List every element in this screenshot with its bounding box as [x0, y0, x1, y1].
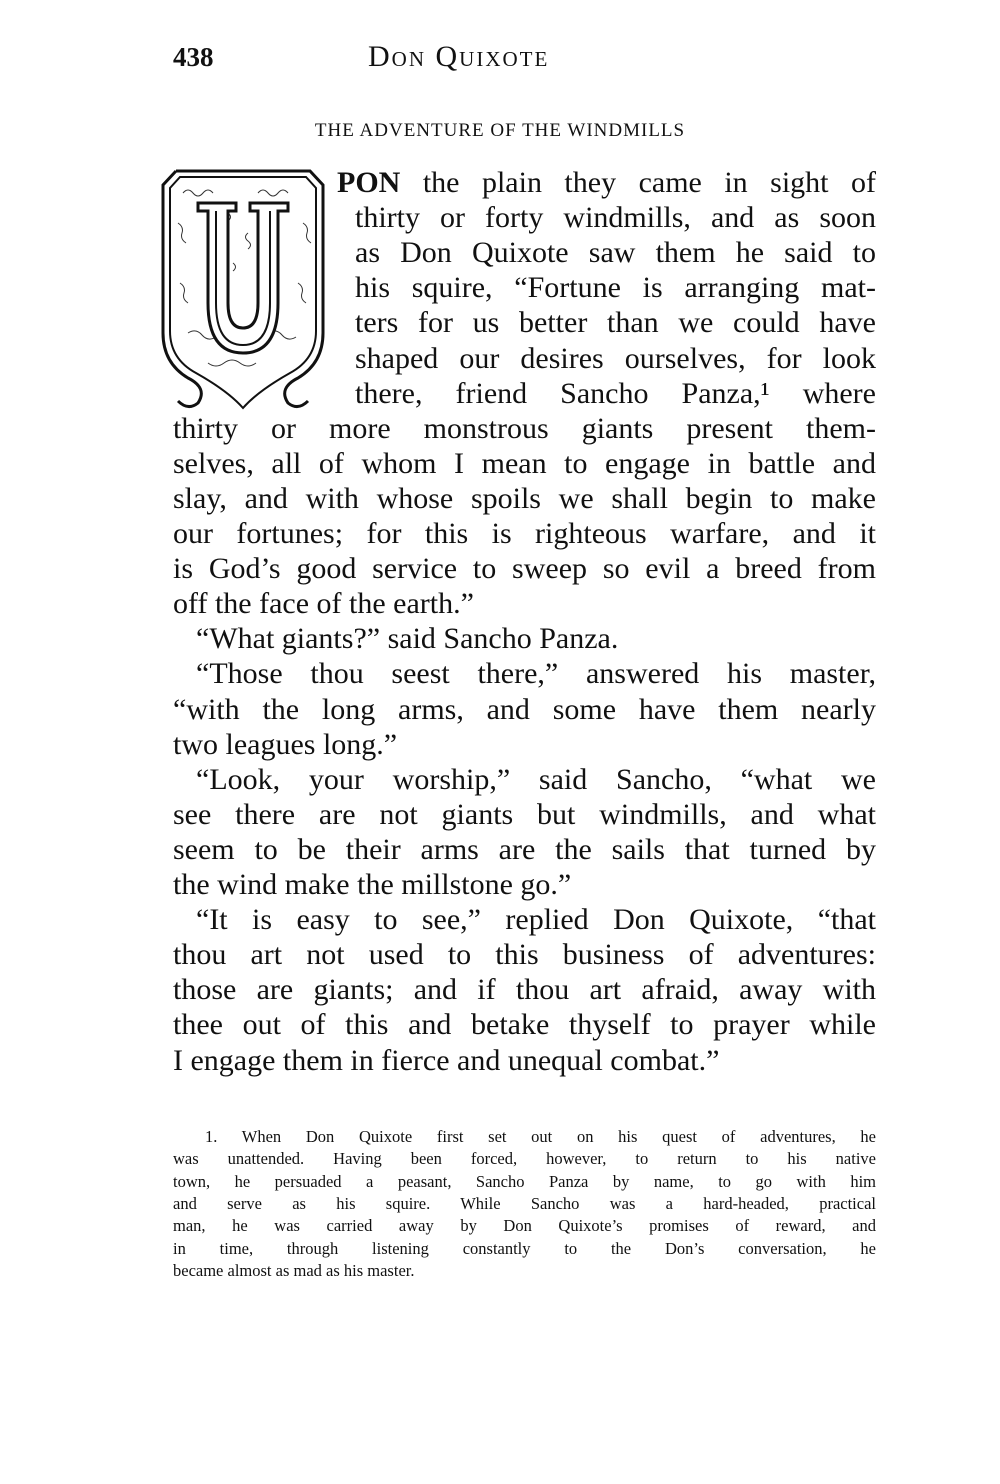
body-line: there, friend Sancho Panza,¹ where: [355, 376, 876, 410]
body-line: “It is easy to see,” replied Don Quixote, “that: [196, 903, 876, 937]
body-line: two leagues long.”: [173, 727, 398, 761]
body-line: shaped our desires ourselves, for look: [355, 341, 876, 375]
body-line-opening: PON the plain they came in sight of: [337, 166, 876, 199]
body-line: I engage them in fierce and unequal combat.”: [173, 1043, 720, 1077]
body-line: seem to be their arms are the sails that turned by: [173, 832, 876, 866]
footnote-line: became almost as mad as his master.: [173, 1260, 415, 1280]
body-line: “Those thou seest there,” answered his master,: [196, 657, 876, 691]
page-number: 438: [173, 42, 214, 72]
body-line: is God’s good service to sweep so evil a breed from: [173, 552, 876, 586]
chapter-title: THE ADVENTURE OF THE WINDMILLS: [314, 120, 686, 141]
footnote-line: in time, through listening constantly to the Don’s conversation, he: [173, 1238, 876, 1258]
running-head: Don Quixote: [368, 40, 550, 73]
body-line: ters for us better than we could have: [355, 306, 876, 340]
footnote-line: town, he persuaded a peasant, Sancho Panza by name, to go with him: [173, 1171, 876, 1191]
body-line: as Don Quixote saw them he said to: [355, 236, 876, 270]
body-line: “What giants?” said Sancho Panza.: [196, 622, 619, 656]
drop-cap-letter: U: [158, 163, 159, 164]
body-line: our fortunes; for this is righteous warfare, and it: [173, 517, 876, 550]
body-line: those are giants; and if thou art afraid, away with: [173, 973, 876, 1007]
body-line: off the face of the earth.”: [173, 587, 474, 621]
body-line: the wind make the millstone go.”: [173, 868, 572, 901]
body-line: selves, all of whom I mean to engage in battle and: [173, 446, 876, 480]
body-line: “with the long arms, and some have them nearly: [173, 692, 876, 726]
body-line: thirty or forty windmills, and as soon: [355, 201, 876, 235]
body-line: his squire, “Fortune is arranging mat-: [355, 271, 876, 305]
footnote-line: 1. When Don Quixote first set out on his quest of adventures, he: [205, 1127, 876, 1146]
body-line: “Look, your worship,” said Sancho, “what we: [196, 762, 876, 796]
footnote-line: man, he was carried away by Don Quixote’s promises of reward, and: [173, 1216, 876, 1236]
body-line: see there are not giants but windmills, and what: [173, 797, 876, 831]
ornamental-drop-cap-u: [158, 163, 328, 413]
body-line: thou art not used to this business of adventures:: [173, 938, 876, 972]
body-line: slay, and with whose spoils we shall begin to make: [173, 481, 876, 515]
footnote-line: and serve as his squire. While Sancho was a hard-headed, practical: [173, 1193, 876, 1213]
body-line: thirty or more monstrous giants present them-: [173, 411, 876, 445]
footnote-line: was unattended. Having been forced, however, to return to his native: [173, 1149, 876, 1169]
body-line: thee out of this and betake thyself to prayer while: [173, 1008, 876, 1042]
